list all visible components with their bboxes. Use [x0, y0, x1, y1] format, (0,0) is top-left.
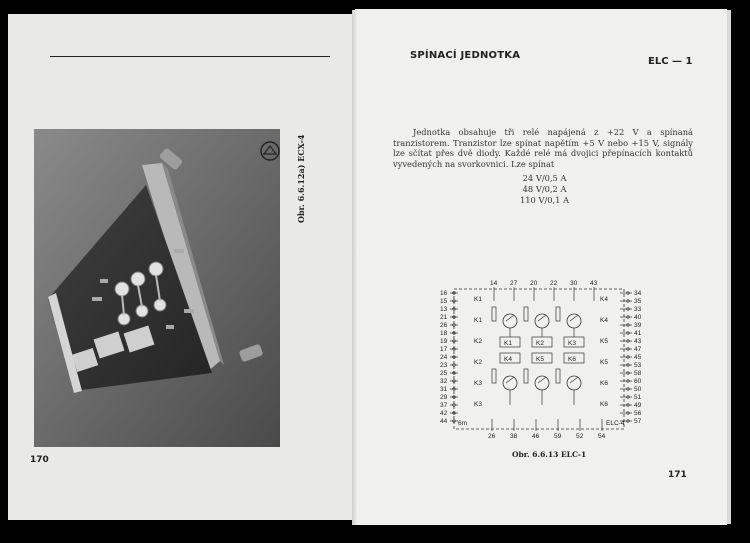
right-pin-label: 35 — [634, 298, 642, 305]
transistor-lead — [570, 315, 578, 321]
relay-coil-label: K3 — [568, 340, 576, 347]
book-gutter — [352, 10, 358, 525]
bottom-pin-label: 59 — [554, 433, 562, 439]
right-page — [355, 9, 727, 525]
right-pin-label: 47 — [634, 346, 642, 353]
right-page-number: 171 — [668, 470, 687, 480]
rating-item: 48 V/0,2 A — [522, 184, 567, 194]
right-pin-label: 41 — [634, 330, 642, 337]
top-pin-label: 20 — [530, 280, 538, 287]
right-relay-label: K5 — [600, 359, 608, 366]
right-pin-label: 45 — [634, 354, 642, 361]
left-pin-label: 31 — [440, 386, 448, 393]
resistor — [556, 369, 560, 383]
left-relay-label: K3 — [474, 401, 482, 408]
right-relay-label: K5 — [600, 338, 608, 345]
right-relay-label: K6 — [600, 401, 608, 408]
left-pin-label: 37 — [440, 402, 448, 409]
right-pin-label: 57 — [634, 418, 642, 425]
right-pin-label: 33 — [634, 306, 642, 313]
resistor — [492, 307, 496, 321]
left-pin-label: 42 — [440, 410, 448, 417]
right-pin-label: 53 — [634, 362, 642, 369]
right-pin-label: 39 — [634, 322, 642, 329]
right-relay-label: K4 — [600, 296, 608, 303]
left-pin-label: 44 — [440, 418, 448, 425]
transistor-symbol — [503, 314, 517, 328]
left-pin-label: 32 — [440, 378, 448, 385]
relay-coil-label: K6 — [568, 356, 576, 363]
rating-item: 24 V/0,5 A — [522, 173, 567, 183]
transistor-lead — [506, 315, 514, 321]
left-relay-label: K2 — [474, 359, 482, 366]
relay-coil-label: K5 — [536, 356, 544, 363]
left-pin-label: 15 — [440, 298, 448, 305]
right-relay-label: K4 — [600, 317, 608, 324]
photo-figure-label: Obr. 6.6.12a) ECX-4 — [296, 135, 306, 224]
relay-coil-label: K4 — [504, 356, 512, 363]
corner-label-right: ELC-4 — [606, 420, 625, 427]
circuit-board-photo — [34, 129, 280, 447]
rating-item: 110 V/0,1 A — [520, 195, 570, 205]
left-pin-label: 23 — [440, 362, 448, 369]
bottom-pin-label: 46 — [532, 433, 540, 439]
right-pin-label: 51 — [634, 394, 642, 401]
transistor-lead — [538, 315, 546, 321]
right-relay-label: K6 — [600, 380, 608, 387]
logo-seal — [258, 140, 282, 166]
left-pin-label: 17 — [440, 346, 448, 353]
bottom-pin-label: 54 — [598, 433, 606, 439]
resistor — [556, 307, 560, 321]
transistor-symbol — [535, 376, 549, 390]
top-pin-label: 30 — [570, 280, 578, 287]
left-relay-label: K1 — [474, 296, 482, 303]
header-rule — [50, 56, 330, 57]
corner-label-left: 6m — [458, 420, 468, 427]
left-relay-label: K3 — [474, 380, 482, 387]
right-pin-label: 50 — [634, 386, 642, 393]
schematic-diagram — [436, 279, 688, 443]
body-paragraph: Jednotka obsahuje tři relé napájená z +22 V a spínaná tranzistorem. Tranzistor lze spínat napětím +5 V nebo +15 V, signály lze sčítat přes dvě diody. Každé relé má dvojici přepínacích kontaktů vyvedených na svorkovnici. Lze spínat — [393, 127, 693, 169]
top-pin-label: 27 — [510, 280, 518, 287]
transistor-symbol — [535, 314, 549, 328]
right-pin-label: 56 — [634, 410, 642, 417]
page-edge — [727, 10, 731, 524]
left-page-number: 170 — [30, 455, 49, 465]
left-pin-label: 24 — [440, 354, 448, 361]
right-pin-label: 49 — [634, 402, 642, 409]
resistor — [524, 307, 528, 321]
right-pin-label: 43 — [634, 338, 642, 345]
resistor — [492, 369, 496, 383]
left-pin-label: 26 — [440, 322, 448, 329]
left-pin-label: 13 — [440, 306, 448, 313]
top-pin-label: 14 — [490, 280, 498, 287]
relay-coil-label: K2 — [536, 340, 544, 347]
figure-caption: Obr. 6.6.13 ELC-1 — [512, 450, 587, 459]
transistor-lead — [506, 377, 514, 383]
right-pin-label: 58 — [634, 370, 642, 377]
transistor-symbol — [503, 376, 517, 390]
relay-coil-label: K1 — [504, 340, 512, 347]
resistor — [524, 369, 528, 383]
top-pin-label: 43 — [590, 280, 598, 287]
transistor-lead — [538, 377, 546, 383]
left-pin-label: 25 — [440, 370, 448, 377]
left-pin-label: 19 — [440, 338, 448, 345]
left-relay-label: K2 — [474, 338, 482, 345]
top-pin-label: 22 — [550, 280, 558, 287]
left-pin-label: 29 — [440, 394, 448, 401]
transistor-symbol — [567, 314, 581, 328]
left-pin-label: 16 — [440, 290, 448, 297]
right-pin-label: 34 — [634, 290, 642, 297]
left-pin-label: 18 — [440, 330, 448, 337]
right-pin-label: 60 — [634, 378, 642, 385]
left-relay-label: K1 — [474, 317, 482, 324]
left-pin-label: 21 — [440, 314, 448, 321]
bottom-pin-label: 38 — [510, 433, 518, 439]
section-title: SPÍNACÍ JEDNOTKA — [410, 50, 521, 61]
transistor-lead — [570, 377, 578, 383]
transistor-symbol — [567, 376, 581, 390]
bottom-pin-label: 26 — [488, 433, 496, 439]
bottom-pin-label: 52 — [576, 433, 584, 439]
module-code: ELC — 1 — [648, 56, 693, 67]
right-pin-label: 40 — [634, 314, 642, 321]
ratings-list — [520, 173, 569, 206]
